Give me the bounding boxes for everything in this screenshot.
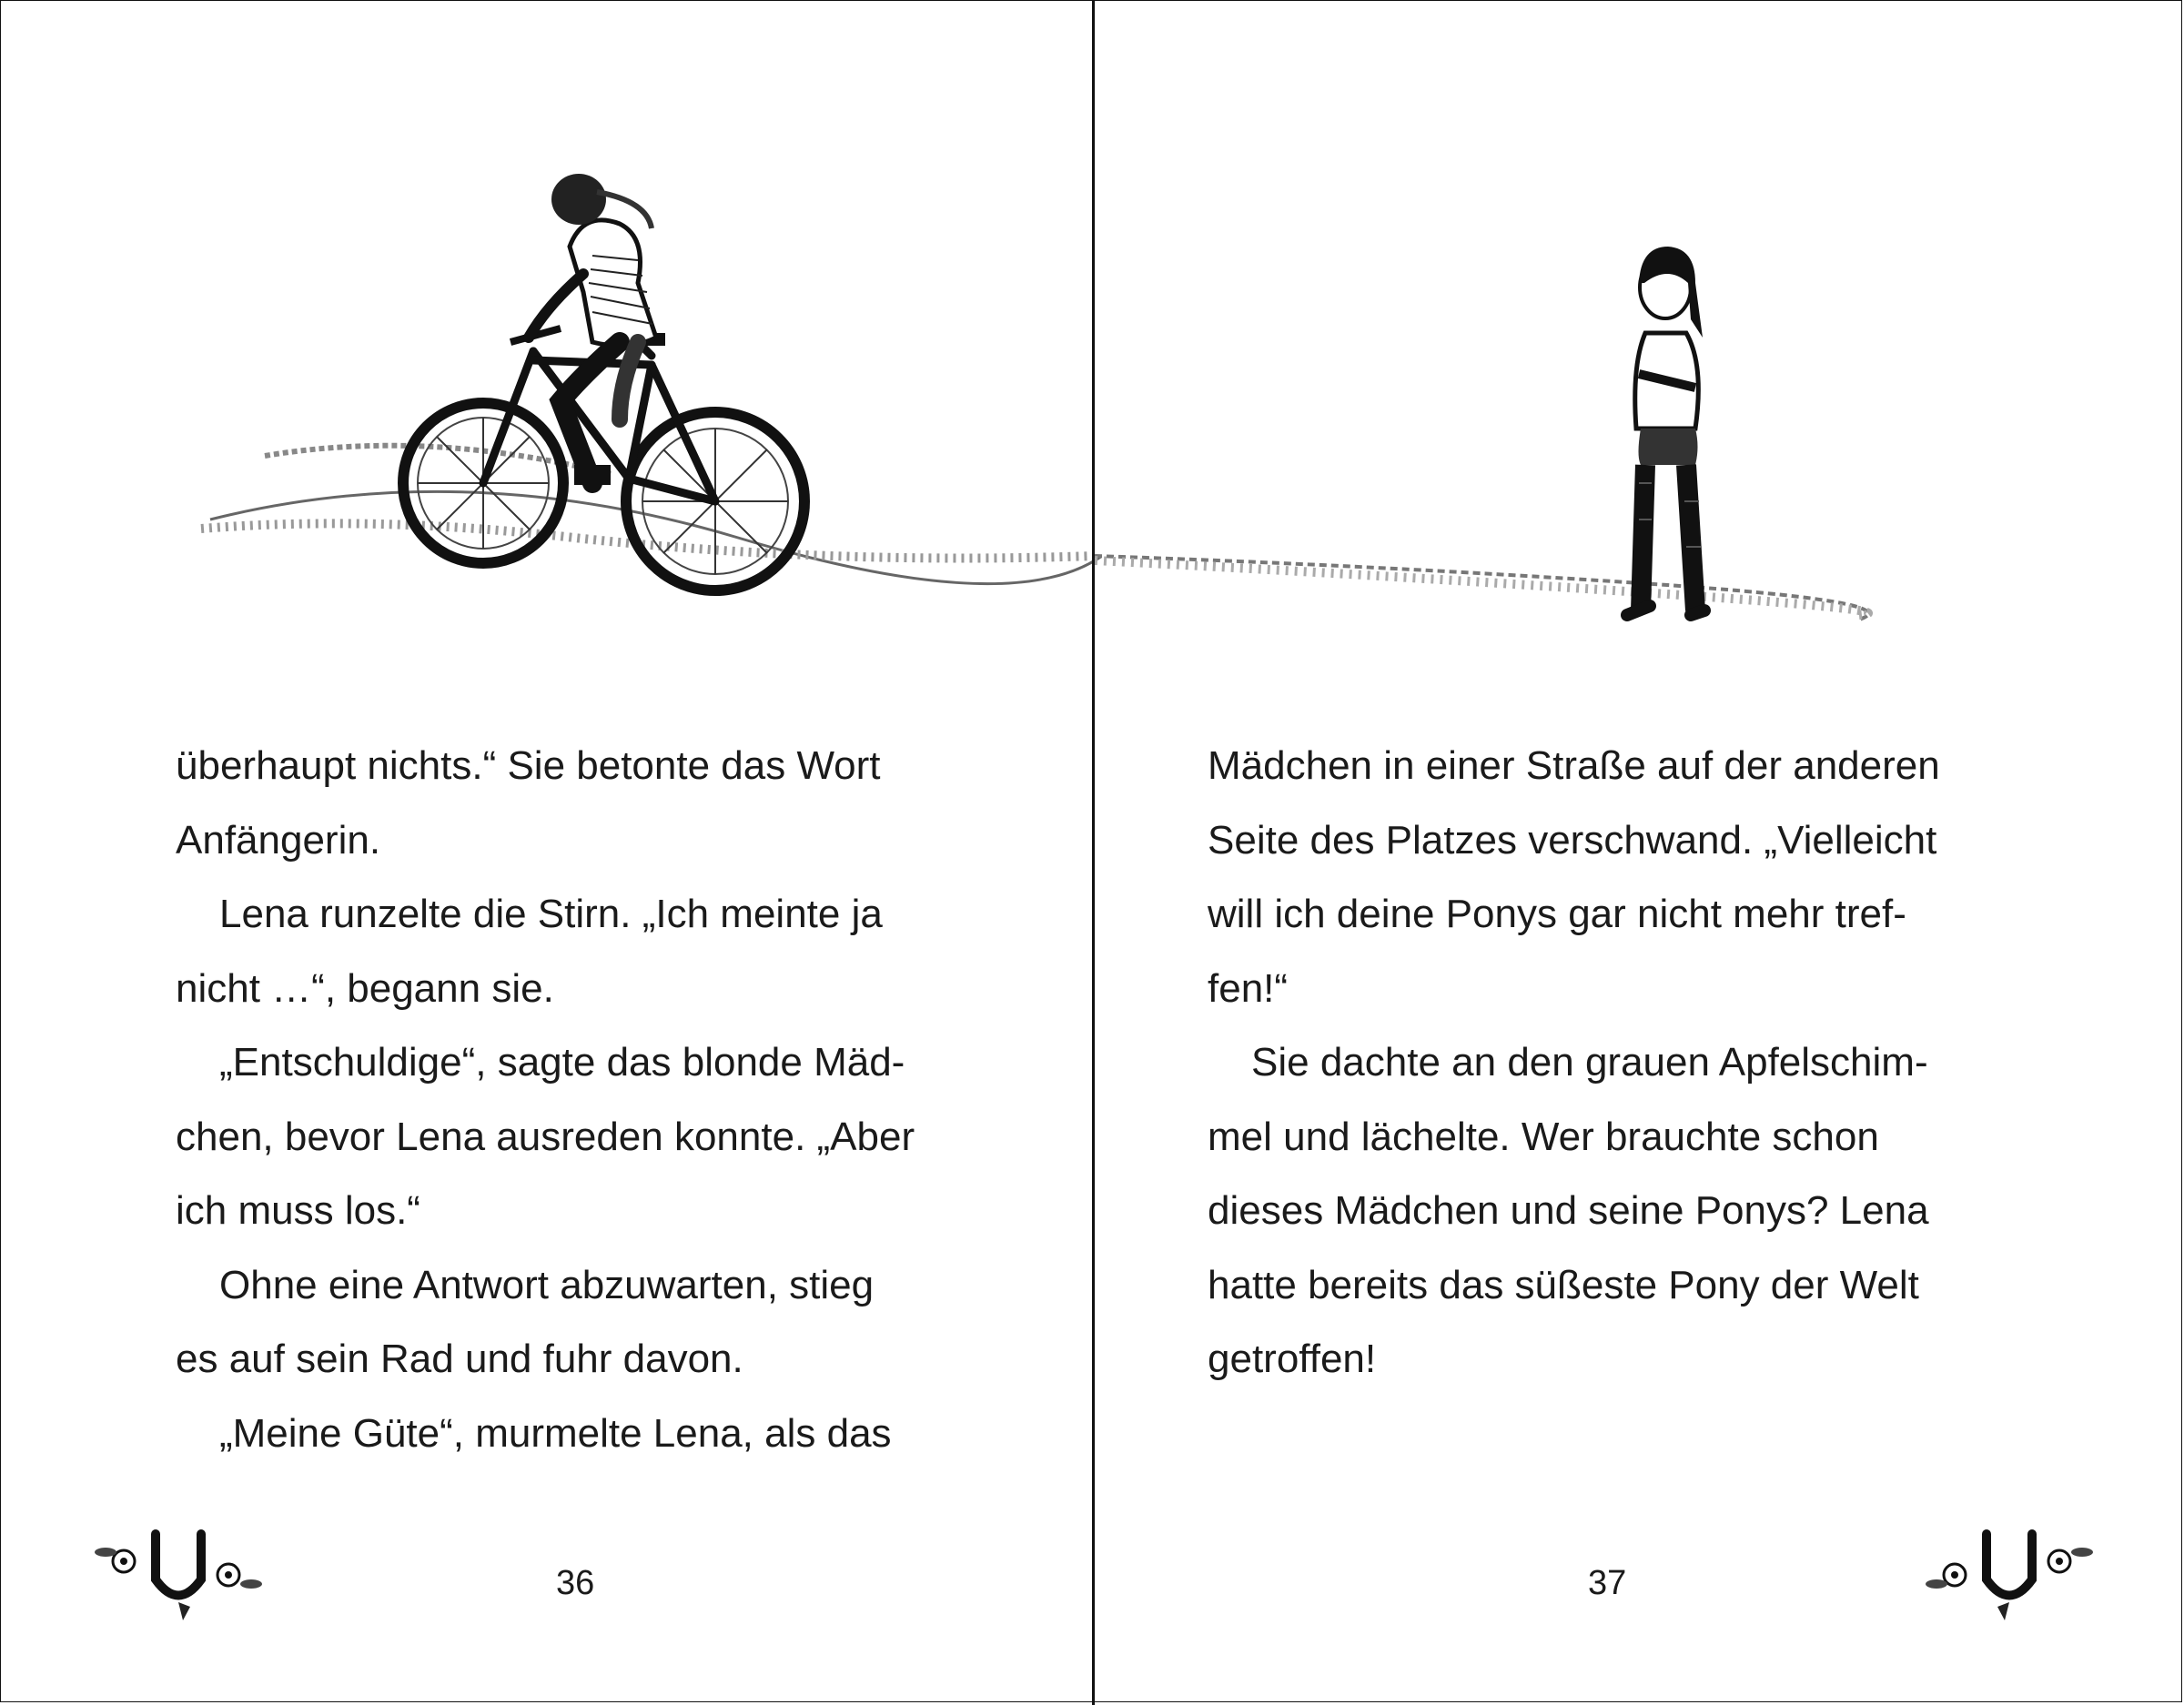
page-number: 37: [1588, 1564, 1627, 1602]
horseshoe-flower-icon: [92, 1520, 265, 1629]
text-line: „Entschuldige“, sagte das blonde Mäd-: [219, 1040, 905, 1085]
text-line: „Meine Güte“, murmelte Lena, als das: [219, 1410, 892, 1456]
standing-girl-illustration: [1095, 156, 1914, 665]
text-line: chen, bevor Lena ausreden konnte. „Aber: [176, 1114, 915, 1159]
text-line: es auf sein Rad und fuhr davon.: [176, 1337, 743, 1381]
text-line: fen!“: [1208, 965, 1289, 1011]
text-line: ich muss los.“: [176, 1188, 420, 1233]
text-line: Mädchen in einer Straße auf der anderen: [1208, 743, 1940, 788]
text-line: dieses Mädchen und seine Ponys? Lena: [1208, 1188, 1929, 1233]
right-page-text: [1208, 729, 2008, 1397]
right-page: [1095, 1, 2184, 1705]
text-line: nicht …“, begann sie.: [176, 965, 554, 1011]
text-line: Seite des Platzes verschwand. „Vielleicht: [1208, 817, 1937, 863]
text-line: überhaupt nichts.“ Sie betonte das Wort: [176, 743, 881, 788]
text-line: will ich deine Ponys gar nicht mehr tref-: [1208, 892, 1906, 936]
left-page-text: [176, 729, 976, 1470]
text-line: Lena runzelte die Stirn. „Ich meinte ja: [219, 892, 883, 936]
book-spine: [1092, 1, 1095, 1705]
page-number: 36: [556, 1564, 595, 1602]
text-line: getroffen!: [1208, 1337, 1377, 1381]
bicycle-illustration: [192, 156, 1102, 665]
text-line: Sie dachte an den grauen Apfelschim-: [1251, 1040, 1928, 1085]
text-line: Ohne eine Antwort abzuwarten, stieg: [219, 1262, 875, 1307]
horseshoe-flower-icon: [1923, 1520, 2096, 1629]
left-page: [1, 1, 1092, 1705]
text-line: Anfängerin.: [176, 817, 381, 863]
text-line: mel und lächelte. Wer brauchte schon: [1208, 1114, 1879, 1159]
text-line: hatte bereits das süßeste Pony der Welt: [1208, 1262, 1919, 1307]
